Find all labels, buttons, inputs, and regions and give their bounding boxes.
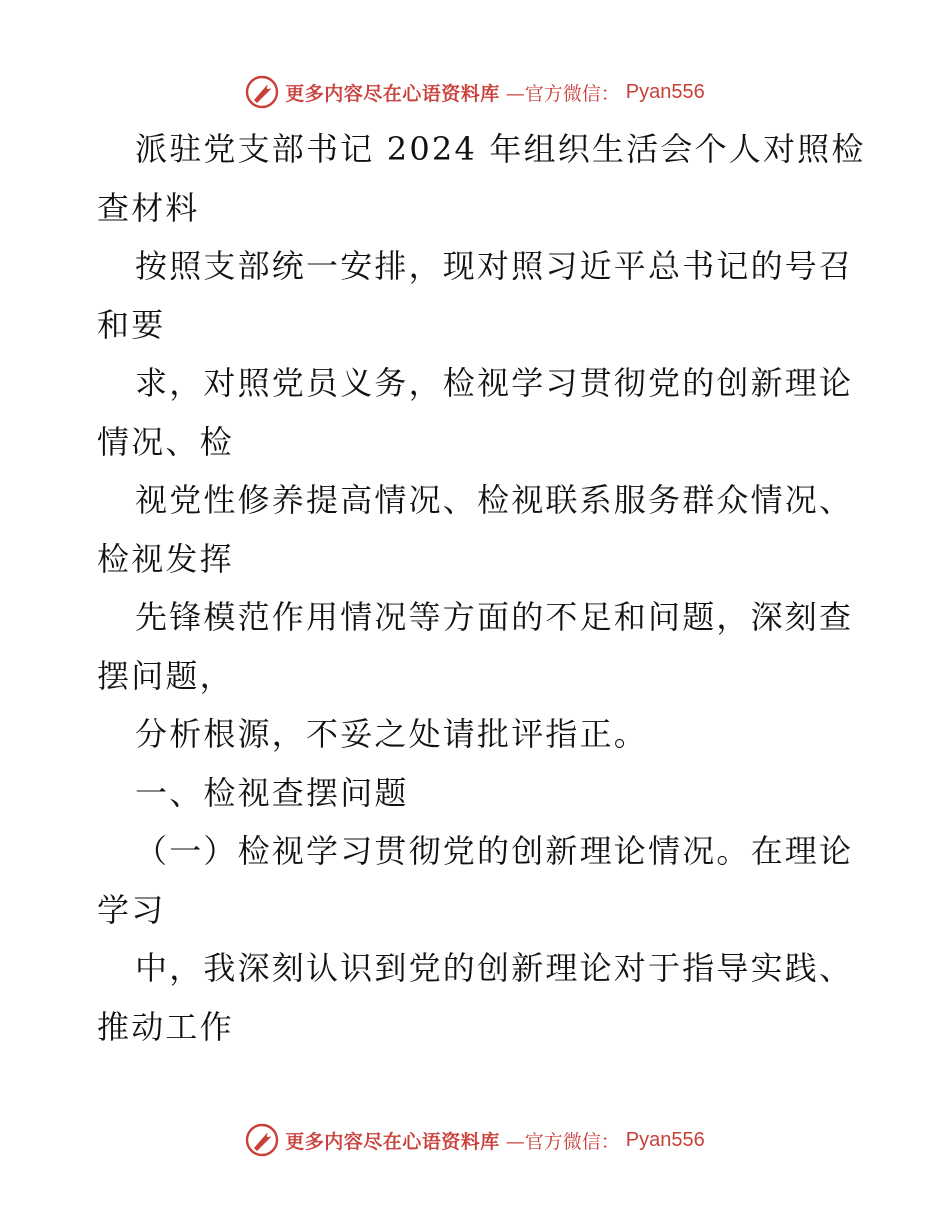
pen-nib-logo-icon: [245, 75, 279, 109]
title-line-2: 查材料: [97, 188, 200, 227]
banner-wechat-label: —官方微信：: [505, 82, 620, 105]
text-line: 求，对照党员义务，检视学习贯彻党的创新理论: [135, 364, 854, 402]
text-line: 中，我深刻认识到党的创新理论对于指导实践、: [135, 949, 854, 987]
header-watermark-banner: [0, 72, 950, 112]
pen-nib-logo-icon: [245, 1123, 279, 1157]
text-line: 情况、检: [97, 422, 234, 461]
text-line: 和要: [97, 305, 166, 344]
text-line: 学习: [97, 890, 166, 929]
text-line: 检视发挥: [97, 539, 234, 578]
document-body: [97, 120, 866, 1056]
text-line: 摆问题，: [97, 656, 234, 695]
text-line: 先锋模范作用情况等方面的不足和问题，深刻查: [135, 598, 854, 636]
text-line: 推动工作: [97, 1007, 234, 1046]
title-line-1: 派驻党支部书记 2024 年组织生活会个人对照检: [135, 130, 866, 168]
text-line: 分析根源，不妥之处请批评指正。: [135, 715, 649, 753]
banner-brand-text: 更多内容尽在心语资料库: [285, 82, 500, 105]
banner-wechat-label: —官方微信：: [505, 1130, 620, 1153]
banner-brand-text: 更多内容尽在心语资料库: [285, 1130, 500, 1153]
section-heading: 一、检视查摆问题: [135, 773, 409, 812]
subsection-heading-line: （一）检视学习贯彻党的创新理论情况。在理论: [135, 832, 854, 870]
text-line: 视党性修养提高情况、检视联系服务群众情况、: [135, 481, 854, 519]
banner-wechat-id: Pyan556: [625, 80, 705, 103]
banner-wechat-id: Pyan556: [625, 1128, 705, 1151]
text-line: 按照支部统一安排，现对照习近平总书记的号召: [135, 247, 854, 285]
footer-watermark-banner: [0, 1120, 950, 1160]
